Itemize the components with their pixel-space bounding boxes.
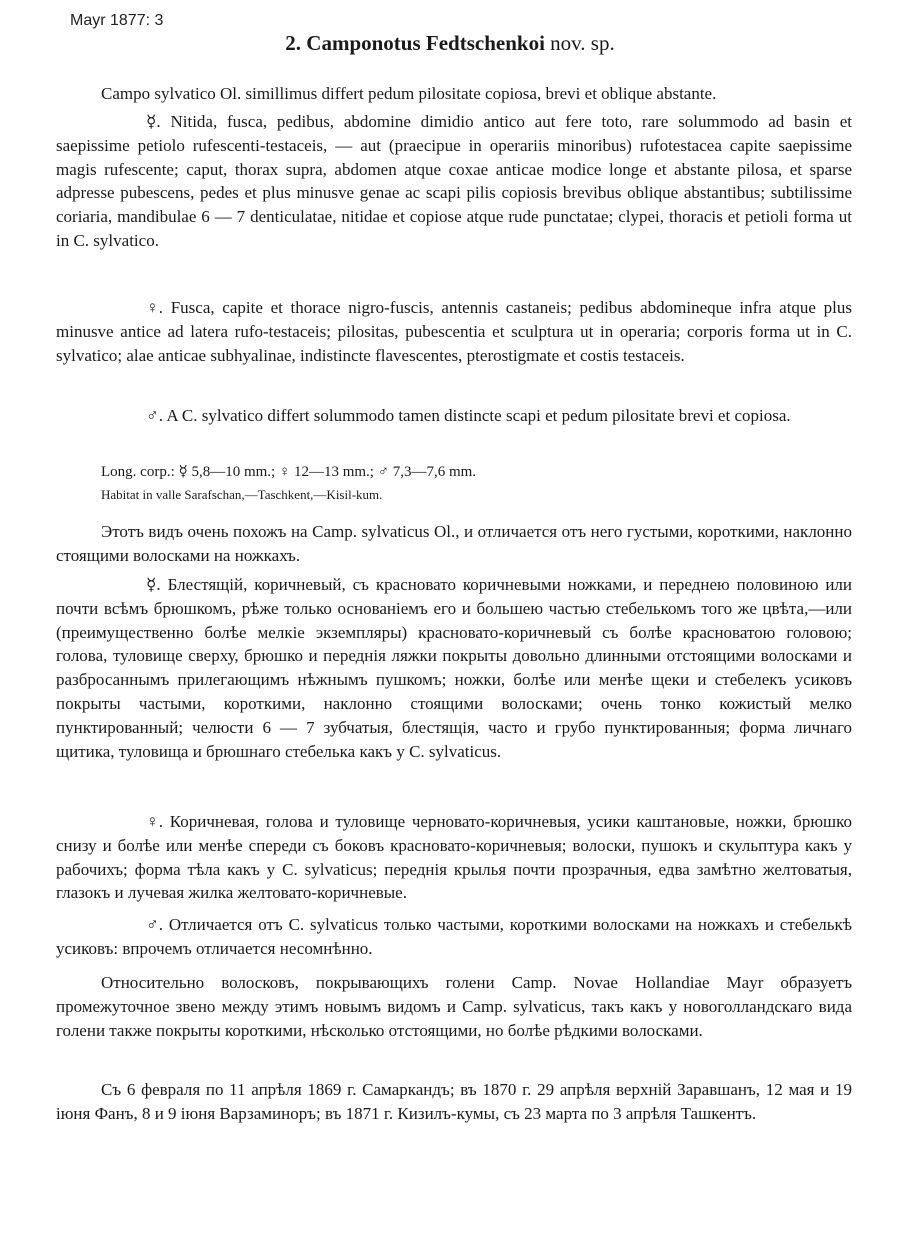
male-symbol: ♂. xyxy=(146,406,163,425)
latin-male-text: A C. sylvatico differt solummodo tamen distincte scapi et pedum pilositate brevi et copiosa. xyxy=(166,406,791,425)
male-symbol-ru: ♂. xyxy=(146,915,163,934)
latin-worker-text: Nitida, fusca, pedibus, abdomine dimidio antico aut fere toto, rare solummodo ad basin et saepissime petiolo rufescenti-testaceis, — aut (praecipue in operariis minoribus) rufotestacea capite saepissime magis rufescente; caput, thorax supra, abdomen atque coxae anticae modice longe et abstante pilosa, et sparse adpresse pubescens, pedes et plus minusve genae ac scapi pilis copiosis brevibus oblique abstantibus; subtilissime coriaria, mandibulae 6 — 7 denticulatae, nitidae et copiose atque rude punctatae; clypei, thoracis et petioli forma ut in C. sylvatico. xyxy=(56,112,852,250)
latin-worker-description xyxy=(56,110,852,253)
species-suffix: nov. sp. xyxy=(550,31,615,55)
russian-worker-text: Блестящій, коричневый, съ красновато коричневыми ножками, и переднею половиною или почти всѣмъ брюшкомъ, рѣже только основаніемъ его и большею частью стебелькомъ того же цвѣта,—или (преимущественно болѣе мелкіе экземпляры) красновато-коричневый съ болѣе красноватою головою; голова, туловище сверху, брюшко и переднія ляжки покрыты довольно длинными отстоящими волосками и разбросаннымъ прилегающимъ нѣжнымъ пушкомъ; ножки, болѣе или менѣе щеки и стебелекъ усиковъ покрыты частыми, короткими, наклонно стоящими волосками; очень тонко кожистый мелко пунктированный; челюсти 6 — 7 зубчатыя, блестящія, часто и грубо пунктированныя; форма личнаго щитика, туловища и брюшнаго стебелька какъ у C. sylvaticus. xyxy=(56,575,852,761)
species-name: Camponotus Fedtschenkoi xyxy=(306,31,545,55)
latin-female-description xyxy=(56,296,852,367)
latin-female-text: Fusca, capite et thorace nigro-fuscis, antennis castaneis; pedibus abdomineque infra atque plus minusve antice ad latera rufo-testaceis; pilositas, pubescentia et sculptura ut in operaria; corporis forma ut in C. sylvatico; alae anticae subhyalinae, indistincte flavescentes, pterostigmate et costis testaceis. xyxy=(56,298,853,365)
russian-male-text: Отличается отъ C. sylvaticus только частыми, короткими волосками на ножкахъ и стебелькѣ усиковъ: впрочемъ отличается несомнѣнно. xyxy=(56,915,852,958)
body-length: Long. corp.: ☿ 5,8—10 mm.; ♀ 12—13 mm.; ♂ 7,3—7,6 mm. xyxy=(101,464,477,480)
species-number: 2. xyxy=(285,31,302,55)
russian-intro: Этотъ видъ очень похожъ на Camp. sylvaticus Ol., и отличается отъ него густыми, короткими, наклонно стоящими волосками на ножкахъ. xyxy=(56,522,852,565)
worker-symbol-ru: ☿. xyxy=(146,575,161,594)
habitat: Habitat in valle Sarafschan,—Taschkent,—Kisil-kum. xyxy=(101,487,383,502)
russian-comparison: Относительно волосковъ, покрывающихъ голени Camp. Novae Hollandiae Mayr образуетъ промежуточное звено между этимъ новымъ видомъ и Camp. sylvaticus, такъ какъ у новоголландскаго вида голени также покрыты короткими, нѣсколько отстоящими, но болѣе рѣдкими волосками. xyxy=(56,973,852,1040)
latin-male-description xyxy=(56,404,852,428)
russian-female-description xyxy=(56,810,852,905)
russian-female-text: Коричневая, голова и туловище черновато-коричневыя, усики каштановые, ножки, брюшко снизу и болѣе или менѣе спереди съ боковъ красновато-коричневыя; волоски, пушокъ и скульптура какъ у рабочихъ; форма тѣла какъ у C. sylvaticus; переднія крылья почти прозрачныя, едва замѣтно желтоватыя, глазокъ и лучевая жилка желтовато-коричневые. xyxy=(56,812,853,903)
russian-worker-description xyxy=(56,573,852,763)
russian-collection-dates: Съ 6 февраля по 11 апрѣля 1869 г. Самаркандъ; въ 1870 г. 29 апрѣля верхній Заравшанъ, 12 мая и 19 іюня Фанъ, 8 и 9 іюня Варзаминоръ; въ 1871 г. Кизилъ-кумы, съ 23 марта по 3 апрѣля Ташкентъ. xyxy=(56,1080,852,1123)
species-title xyxy=(0,31,900,56)
worker-symbol: ☿. xyxy=(146,112,161,131)
latin-diagnosis: Campo sylvatico Ol. simillimus differt pedum pilositate copiosa, brevi et oblique abstante. xyxy=(101,84,717,103)
russian-male-description xyxy=(56,913,852,961)
reference-label: Mayr 1877: 3 xyxy=(70,12,164,29)
female-symbol-ru: ♀. xyxy=(146,812,163,831)
female-symbol: ♀. xyxy=(146,298,163,317)
